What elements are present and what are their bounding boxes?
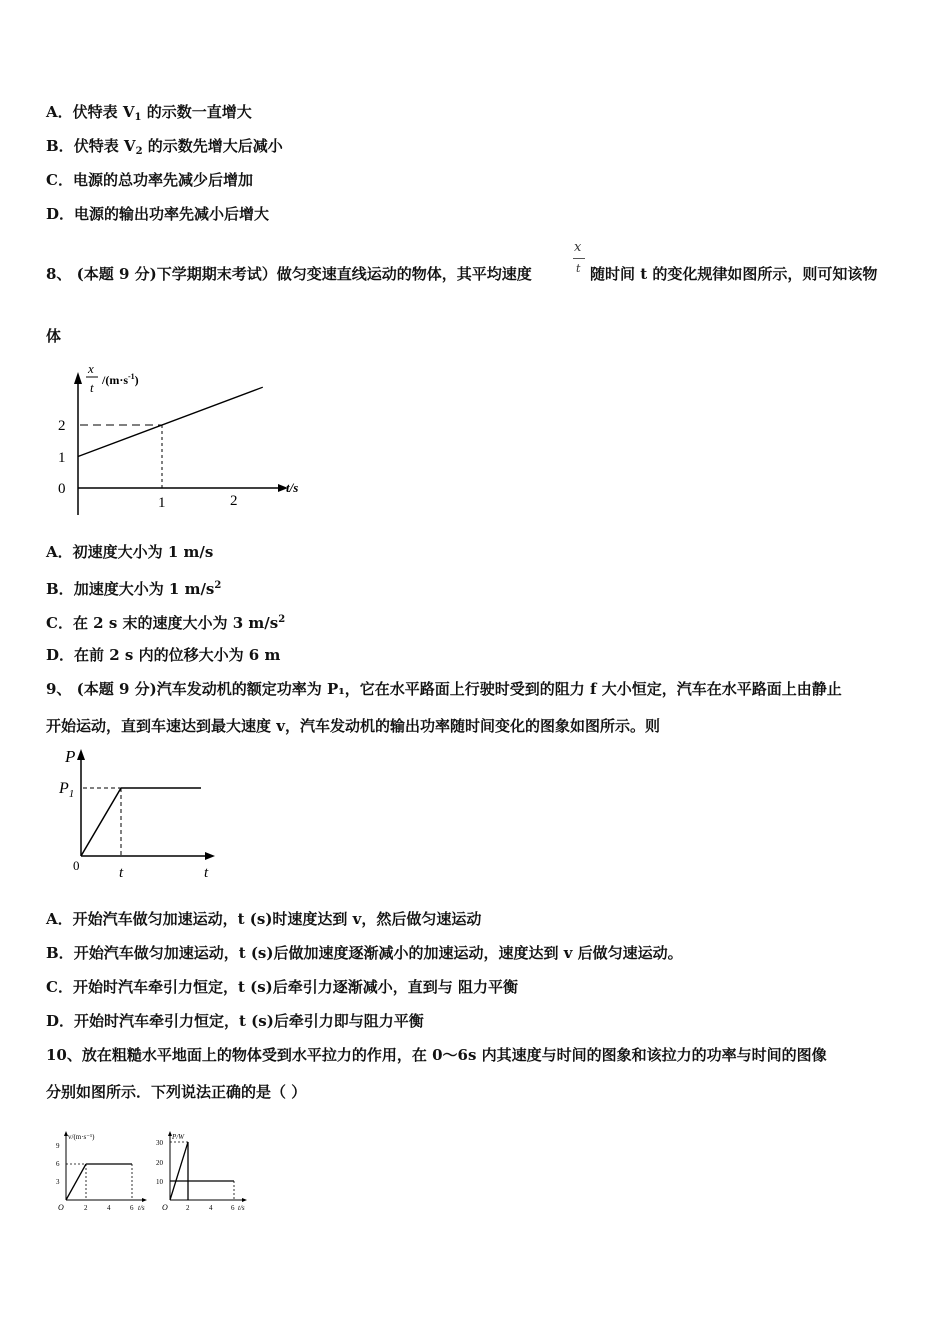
q8-xlabel: t/s	[286, 480, 299, 495]
q8-fraction-bar	[573, 258, 585, 259]
q7-option-b: B．伏特表 $V_2$ 的示数先增大后减小	[46, 137, 283, 157]
q10-vt-ytick-6: 6	[56, 1160, 60, 1168]
q8-stem-part2: 随时间 t 的变化规律如图所示，则可知该物	[590, 265, 878, 283]
q10-pt-xlabel: t/s	[238, 1204, 245, 1212]
q9-stem-line1: 9、 (本题 9 分)汽车发动机的额定功率为 P₁，它在水平路面上行驶时受到的阻力 f 大小恒定，汽车在水平路面上由静止	[46, 680, 842, 698]
q10-vt-xlabel: t/s	[138, 1204, 145, 1212]
q9-x-arrow	[205, 852, 215, 860]
q10-vt-graph	[56, 1131, 147, 1212]
q10-vt-ytick-9: 9	[56, 1142, 60, 1150]
q8-data-line	[78, 387, 263, 456]
q9-stem-line2: 开始运动，直到车速达到最大速度 v，汽车发动机的输出功率随时间变化的图象如图所示。则	[46, 717, 660, 735]
q7-option-c: C．电源的总功率先减少后增加	[46, 171, 253, 189]
q8-y-arrow	[74, 372, 82, 384]
q8-option-d: D．在前 2 s 内的位移大小为 6 m	[46, 646, 281, 664]
q8-ylabel-num: x	[88, 361, 94, 376]
q10-vt-origin: O	[58, 1203, 64, 1212]
q10-pt-xtick-6: 6	[231, 1204, 235, 1212]
q10-pt-ylabel: P/W	[172, 1133, 185, 1141]
q8-xtick-1: 1	[158, 495, 166, 511]
q7-option-d: D．电源的输出功率先减小后增大	[46, 205, 270, 223]
q9-p1-label: $P_1$	[59, 780, 75, 800]
q8-ytick-0: 0	[58, 481, 66, 497]
q8-option-b: B．加速度大小为 1 $m/s^2$	[46, 580, 222, 598]
q10-pt-ytick-10: 10	[156, 1178, 163, 1186]
q10-vt-xtick-6: 6	[130, 1204, 134, 1212]
q9-ramp-line	[81, 788, 121, 856]
q9-origin: 0	[73, 858, 80, 873]
q10-pt-ytick-30: 30	[156, 1139, 163, 1147]
q9-graph	[55, 744, 230, 884]
q8-stem-part1: 8、 (本题 9 分)下学期期末考试）做匀变速直线运动的物体，其平均速度	[46, 265, 532, 283]
q10-pt-ytick-20: 20	[156, 1159, 163, 1167]
q9-option-b: B．开始汽车做匀加速运动，t (s)后做加速度逐渐减小的加速运动，速度达到 v 后做匀速运动。	[46, 944, 683, 962]
q10-vt-xtick-4: 4	[107, 1204, 111, 1212]
q9-y-arrow	[77, 749, 85, 760]
q8-option-c: C．在 2 s 末的速度大小为 3 $m/s^2$	[46, 614, 286, 632]
q9-option-d: D．开始时汽车牵引力恒定，t (s)后牵引力即与阻力平衡	[46, 1012, 424, 1030]
q10-pt-xtick-4: 4	[209, 1204, 213, 1212]
q10-vt-ramp	[66, 1164, 86, 1200]
q7-option-a: A．伏特表 $V_1$ 的示数一直增大	[46, 103, 252, 123]
q8-graph	[50, 360, 315, 520]
q8-xtick-2: 2	[230, 493, 238, 509]
q9-t-tick: t	[119, 865, 124, 881]
q8-stem-continuation: 体	[46, 327, 62, 345]
q10-pt-xtick-2: 2	[186, 1204, 190, 1212]
q10-pt-origin: O	[162, 1203, 168, 1212]
q9-ylabel: P	[65, 747, 76, 766]
q8-ylabel-den: t	[90, 380, 94, 395]
q8-option-a: A．初速度大小为 1 m/s	[46, 543, 214, 561]
q10-stem-line2: 分别如图所示．下列说法正确的是（ ）	[46, 1083, 307, 1101]
q8-fraction-denominator: t	[576, 262, 581, 275]
q10-pt-graph	[156, 1131, 247, 1212]
q10-graphs	[52, 1128, 252, 1216]
q10-vt-ytick-3: 3	[56, 1178, 60, 1186]
q10-pt-ramp	[170, 1142, 188, 1200]
q9-option-a: A．开始汽车做匀加速运动，t (s)时速度达到 v，然后做匀速运动	[46, 910, 482, 928]
q8-ylabel-unit: $/(m\cdot s^{-1})$	[102, 372, 139, 387]
q10-vt-xtick-2: 2	[84, 1204, 88, 1212]
q8-ytick-1: 1	[58, 450, 66, 466]
q9-xlabel: t	[204, 865, 209, 881]
q8-fraction-numerator: x	[574, 240, 582, 255]
q10-stem-line1: 10、放在粗糙水平地面上的物体受到水平拉力的作用，在 0～6s 内其速度与时间的图象和该拉力的功率与时间的图像	[46, 1046, 827, 1064]
q9-option-c: C．开始时汽车牵引力恒定，t (s)后牵引力逐渐减小，直到与 阻力平衡	[46, 978, 518, 996]
q8-ytick-2: 2	[58, 418, 66, 434]
q10-vt-ylabel: v/(m·s⁻¹)	[68, 1133, 95, 1141]
